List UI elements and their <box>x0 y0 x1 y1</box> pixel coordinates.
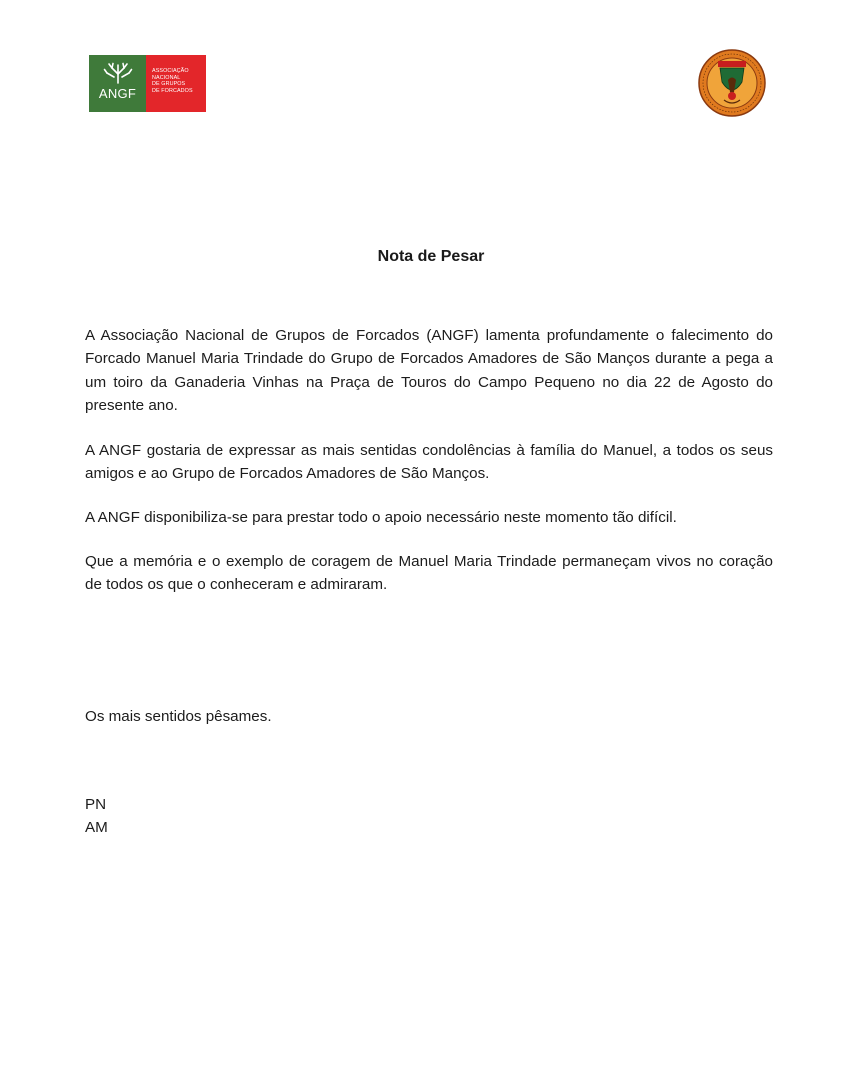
paragraph-condolences-family: A ANGF gostaria de expressar as mais sentidas condolências à família do Manuel, a todos os seus amigos e ao Grupo de Forcados Amadores de São Manços. <box>85 442 773 483</box>
signature-initials: AM <box>85 819 108 836</box>
paragraph-support-offer: A ANGF disponibiliza-se para prestar todo o apoio necessário neste momento tão difícil. <box>85 509 677 526</box>
emblem-icon <box>697 48 767 118</box>
document-title: Nota de Pesar <box>377 248 485 265</box>
angf-name-line: ASSOCIAÇÃO <box>152 68 189 74</box>
angf-logo <box>89 55 206 112</box>
angf-name-line: NACIONAL <box>152 74 181 81</box>
angf-logo-name <box>146 55 206 112</box>
angf-logo-mark <box>89 55 146 112</box>
grupo-forcados-emblem <box>697 48 767 118</box>
angf-mark-text: ANGF <box>98 86 137 101</box>
paragraph-memory: Que a memória e o exemplo de coragem de Manuel Maria Trindade permaneçam vivos no coração de todos os que o conheceram e admiraram. <box>85 553 773 594</box>
forcados-hands-icon <box>103 62 133 84</box>
angf-name-line: DE FORCADOS <box>152 87 193 94</box>
closing-line: Os mais sentidos pêsames. <box>85 708 272 725</box>
signature-initials: PN <box>85 796 107 813</box>
angf-name-line: DE GRUPOS <box>152 81 186 88</box>
paragraph-condolence-intro: A Associação Nacional de Grupos de Forcados (ANGF) lamenta profundamente o falecimento do Forcado Manuel Maria Trindade do Grupo de Forcados Amadores de São Manços durante a pega a um toiro da Ganaderia Vinhas na Praça de Touros do Campo Pequeno no dia 22 de Agosto do presente ano. <box>85 327 773 414</box>
